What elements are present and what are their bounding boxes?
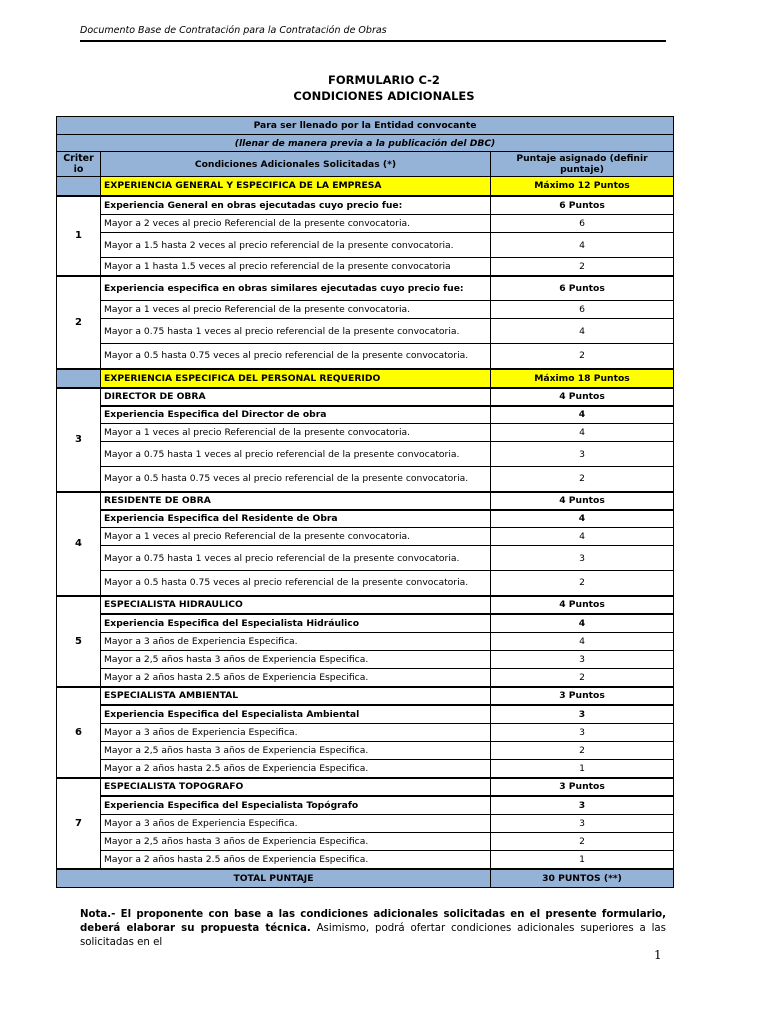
col-header-criterio: Criter io xyxy=(57,152,101,177)
condition-points: 2 xyxy=(491,258,674,276)
condition-text: Mayor a 3 años de Experiencia Especifica. xyxy=(101,633,491,651)
condition-text: Mayor a 3 años de Experiencia Especifica. xyxy=(101,815,491,833)
condition-points: 2 xyxy=(491,344,674,369)
condition-text: Mayor a 2 años hasta 2.5 años de Experiencia Especifica. xyxy=(101,851,491,869)
banner-line1: Para ser llenado por la Entidad convocante xyxy=(57,117,674,135)
criterion-number: 2 xyxy=(57,276,101,369)
condition-text: Mayor a 1.5 hasta 2 veces al precio referencial de la presente convocatoria. xyxy=(101,233,491,258)
criterion-heading: Experiencia Especifica del Especialista Ambiental xyxy=(101,705,491,724)
criterion-number: 5 xyxy=(57,596,101,687)
total-label: TOTAL PUNTAJE xyxy=(57,869,491,888)
condition-points: 3 xyxy=(491,815,674,833)
condition-points: 4 xyxy=(491,528,674,546)
condition-points: 4 xyxy=(491,424,674,442)
section-points: Máximo 18 Puntos xyxy=(491,369,674,388)
footnote-bold: Nota.- El proponente con base a las condiciones adicionales solicitadas en el presente formulario, deberá elaborar su propuesta técnica. xyxy=(80,909,666,934)
condition-text: Mayor a 0.5 hasta 0.75 veces al precio referencial de la presente convocatoria. xyxy=(101,344,491,369)
criterion-number: 4 xyxy=(57,492,101,596)
condition-text: Mayor a 2,5 años hasta 3 años de Experiencia Especifica. xyxy=(101,742,491,760)
criterion-number: 3 xyxy=(57,388,101,492)
total-points: 30 PUNTOS (**) xyxy=(491,869,674,888)
conditions-table xyxy=(56,116,674,888)
section-label: EXPERIENCIA ESPECIFICA DEL PERSONAL REQUERIDO xyxy=(101,369,491,388)
condition-points: 2 xyxy=(491,742,674,760)
role-points: 3 Puntos xyxy=(491,778,674,796)
condition-text: Mayor a 2,5 años hasta 3 años de Experiencia Especifica. xyxy=(101,651,491,669)
criterion-points: 4 xyxy=(491,406,674,424)
footnote xyxy=(80,908,666,950)
condition-points: 2 xyxy=(491,669,674,687)
condition-text: Mayor a 2 años hasta 2.5 años de Experiencia Especifica. xyxy=(101,669,491,687)
condition-text: Mayor a 0.5 hasta 0.75 veces al precio referencial de la presente convocatoria. xyxy=(101,467,491,492)
criterion-points: 3 xyxy=(491,796,674,815)
condition-text: Mayor a 2 veces al precio Referencial de la presente convocatoria. xyxy=(101,215,491,233)
criterion-heading: Experiencia Especifica del Residente de Obra xyxy=(101,510,491,528)
role-title: ESPECIALISTA TOPOGRAFO xyxy=(101,778,491,796)
criterion-heading: Experiencia General en obras ejecutadas cuyo precio fue: xyxy=(101,196,491,215)
section-points: Máximo 12 Puntos xyxy=(491,177,674,196)
condition-text: Mayor a 1 veces al precio Referencial de la presente convocatoria. xyxy=(101,528,491,546)
role-points: 4 Puntos xyxy=(491,492,674,510)
condition-text: Mayor a 1 veces al precio Referencial de la presente convocatoria. xyxy=(101,424,491,442)
banner-line2: (llenar de manera previa a la publicación del DBC) xyxy=(57,135,674,152)
condition-text: Mayor a 3 años de Experiencia Especifica. xyxy=(101,724,491,742)
condition-points: 6 xyxy=(491,215,674,233)
form-subtitle: CONDICIONES ADICIONALES xyxy=(293,89,475,103)
condition-points: 2 xyxy=(491,467,674,492)
criterion-number: 1 xyxy=(57,196,101,276)
condition-text: Mayor a 2,5 años hasta 3 años de Experiencia Especifica. xyxy=(101,833,491,851)
form-title: FORMULARIO C-2 xyxy=(328,73,440,87)
criterion-points: 4 xyxy=(491,614,674,633)
criterion-points: 6 Puntos xyxy=(491,196,674,215)
criterion-heading: Experiencia Especifica del Especialista Topógrafo xyxy=(101,796,491,815)
condition-points: 6 xyxy=(491,301,674,319)
document-header: Documento Base de Contratación para la Contratación de Obras xyxy=(80,25,666,42)
criterion-points: 3 xyxy=(491,705,674,724)
role-title: DIRECTOR DE OBRA xyxy=(101,388,491,406)
condition-text: Mayor a 0.75 hasta 1 veces al precio referencial de la presente convocatoria. xyxy=(101,442,491,467)
condition-points: 3 xyxy=(491,546,674,571)
criterion-heading: Experiencia especifica en obras similares ejecutadas cuyo precio fue: xyxy=(101,276,491,301)
role-title: RESIDENTE DE OBRA xyxy=(101,492,491,510)
condition-points: 4 xyxy=(491,233,674,258)
condition-points: 4 xyxy=(491,319,674,344)
col-header-condiciones: Condiciones Adicionales Solicitadas (*) xyxy=(101,152,491,177)
condition-points: 3 xyxy=(491,442,674,467)
condition-text: Mayor a 0.75 hasta 1 veces al precio referencial de la presente convocatoria. xyxy=(101,319,491,344)
condition-points: 2 xyxy=(491,833,674,851)
condition-points: 4 xyxy=(491,633,674,651)
condition-points: 3 xyxy=(491,651,674,669)
page-number: 1 xyxy=(654,948,662,962)
criterion-number: 6 xyxy=(57,687,101,778)
condition-text: Mayor a 0.75 hasta 1 veces al precio referencial de la presente convocatoria. xyxy=(101,546,491,571)
criterion-points: 6 Puntos xyxy=(491,276,674,301)
criterion-heading: Experiencia Especifica del Director de obra xyxy=(101,406,491,424)
criterion-points: 4 xyxy=(491,510,674,528)
role-points: 4 Puntos xyxy=(491,388,674,406)
role-title: ESPECIALISTA AMBIENTAL xyxy=(101,687,491,705)
condition-points: 1 xyxy=(491,760,674,778)
criterion-number: 7 xyxy=(57,778,101,869)
section-label: EXPERIENCIA GENERAL Y ESPECIFICA DE LA EMPRESA xyxy=(101,177,491,196)
role-points: 4 Puntos xyxy=(491,596,674,614)
col-header-puntaje: Puntaje asignado (definir puntaje) xyxy=(491,152,674,177)
condition-text: Mayor a 1 hasta 1.5 veces al precio referencial de la presente convocatoria xyxy=(101,258,491,276)
condition-text: Mayor a 1 veces al precio Referencial de la presente convocatoria. xyxy=(101,301,491,319)
condition-points: 1 xyxy=(491,851,674,869)
role-points: 3 Puntos xyxy=(491,687,674,705)
footnote-text: Asimismo, podrá ofertar condiciones adicionales superiores a las solicitadas en el xyxy=(80,923,666,948)
condition-text: Mayor a 2 años hasta 2.5 años de Experiencia Especifica. xyxy=(101,760,491,778)
role-title: ESPECIALISTA HIDRAULICO xyxy=(101,596,491,614)
condition-text: Mayor a 0.5 hasta 0.75 veces al precio referencial de la presente convocatoria. xyxy=(101,571,491,596)
criterion-heading: Experiencia Especifica del Especialista Hidráulico xyxy=(101,614,491,633)
condition-points: 2 xyxy=(491,571,674,596)
condition-points: 3 xyxy=(491,724,674,742)
